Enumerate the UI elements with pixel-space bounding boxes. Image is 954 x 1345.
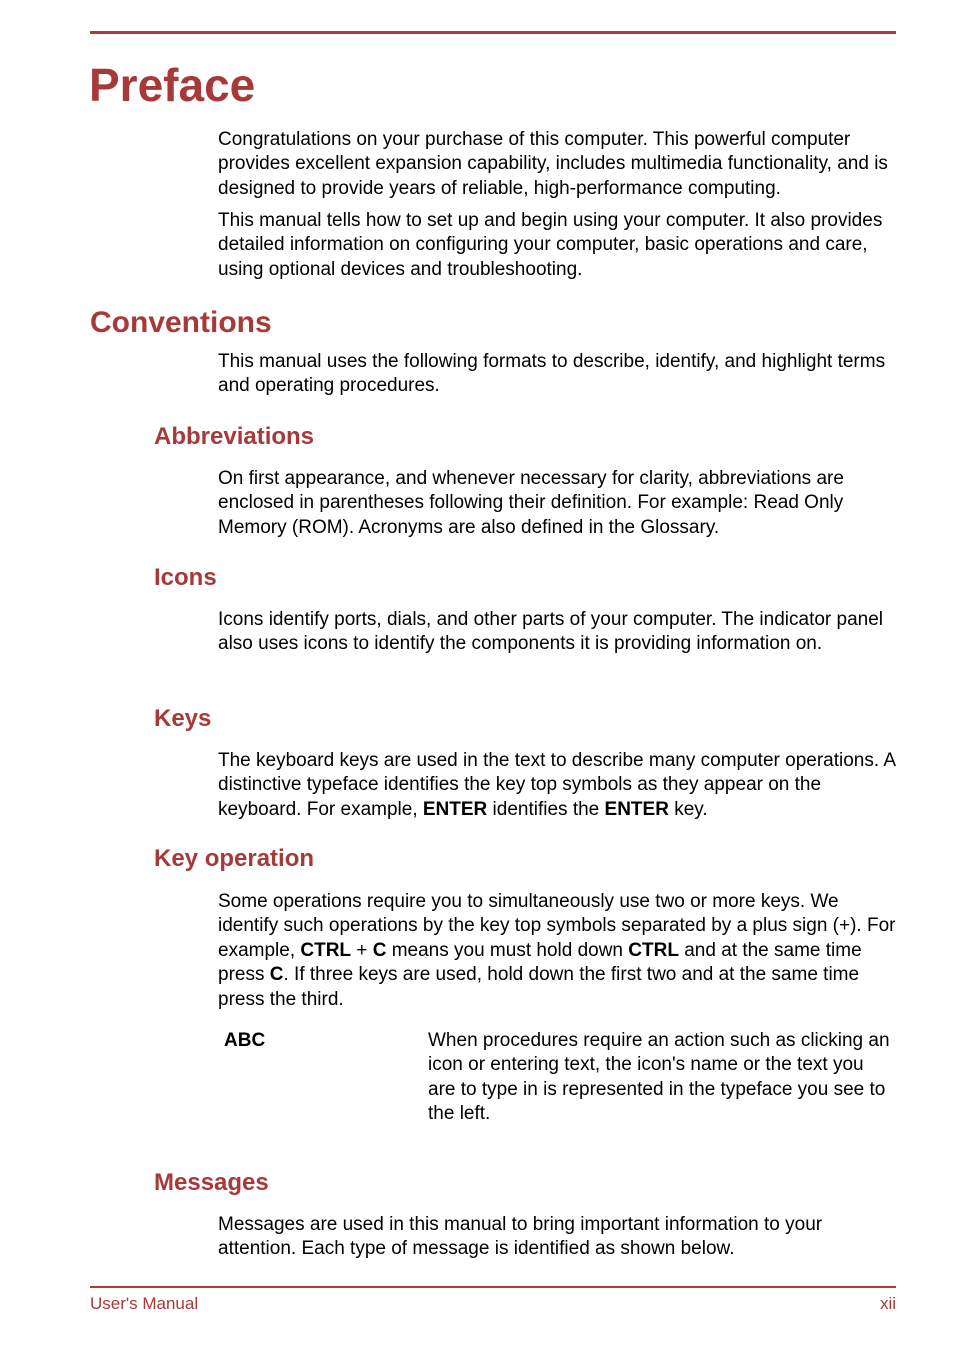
icons-heading: Icons <box>154 564 217 591</box>
footer-rule <box>90 1286 896 1288</box>
messages-paragraph: Messages are used in this manual to bring important information to your attention. Each type of message is identified as shown below. <box>218 1214 823 1260</box>
keys-heading: Keys <box>154 705 212 732</box>
keys-paragraph: The keyboard keys are used in the text to describe many computer operations. A distinctive typeface identifies the key top symbols as they appear on the keyboard. For example, ENTER identifies the ENTER key. <box>218 750 895 820</box>
conventions-paragraph: This manual uses the following formats to describe, identify, and highlight terms and operating procedures. <box>218 351 886 397</box>
icons-paragraph: Icons identify ports, dials, and other parts of your computer. The indicator panel also uses icons to identify the components it is providing information on. <box>218 609 884 655</box>
page-title: Preface <box>89 59 256 111</box>
key-enter: ENTER <box>604 798 669 820</box>
footer-manual-name: User's Manual <box>90 1294 199 1313</box>
key-enter: ENTER <box>422 798 488 820</box>
example-description: When procedures require an action such as clicking an icon or entering text, the icon's name or the text you are to type in is represented in the typeface you see to the left. <box>428 1030 890 1125</box>
key-ctrl: CTRL <box>628 939 679 961</box>
abbreviations-heading: Abbreviations <box>154 423 315 450</box>
key-operation-heading: Key operation <box>154 845 315 872</box>
intro-paragraph-2: This manual tells how to set up and begin using your computer. It also provides detailed information on configuring your computer, basic operations and care, using optional devices and troubleshooting. <box>218 210 883 280</box>
intro-paragraph-1: Congratulations on your purchase of this computer. This powerful computer provides excellent expansion capability, includes multimedia functionality, and is designed to provide years of reliable, high-performance computing. <box>218 129 888 199</box>
key-c: C <box>269 964 284 986</box>
footer-page-number: xii <box>879 1294 896 1313</box>
messages-heading: Messages <box>154 1169 269 1196</box>
abbreviations-paragraph: On first appearance, and whenever necessary for clarity, abbreviations are enclosed in parentheses following their definition. For example: Read Only Memory (ROM). Acronyms are also defined in the Glossary. <box>218 468 844 538</box>
key-operation-paragraph: Some operations require you to simultaneously use two or more keys. We identify such operations by the key top symbols separated by a plus sign (+). For example, CTRL + C means you must hold down CTRL and at the same time press C. If three keys are used, hold down the first two and at the same time press the third. <box>218 891 896 1010</box>
key-ctrl: CTRL <box>300 939 352 961</box>
example-label: ABC <box>224 1030 266 1051</box>
top-rule <box>90 31 896 34</box>
key-c: C <box>372 939 387 961</box>
conventions-heading: Conventions <box>90 306 272 339</box>
